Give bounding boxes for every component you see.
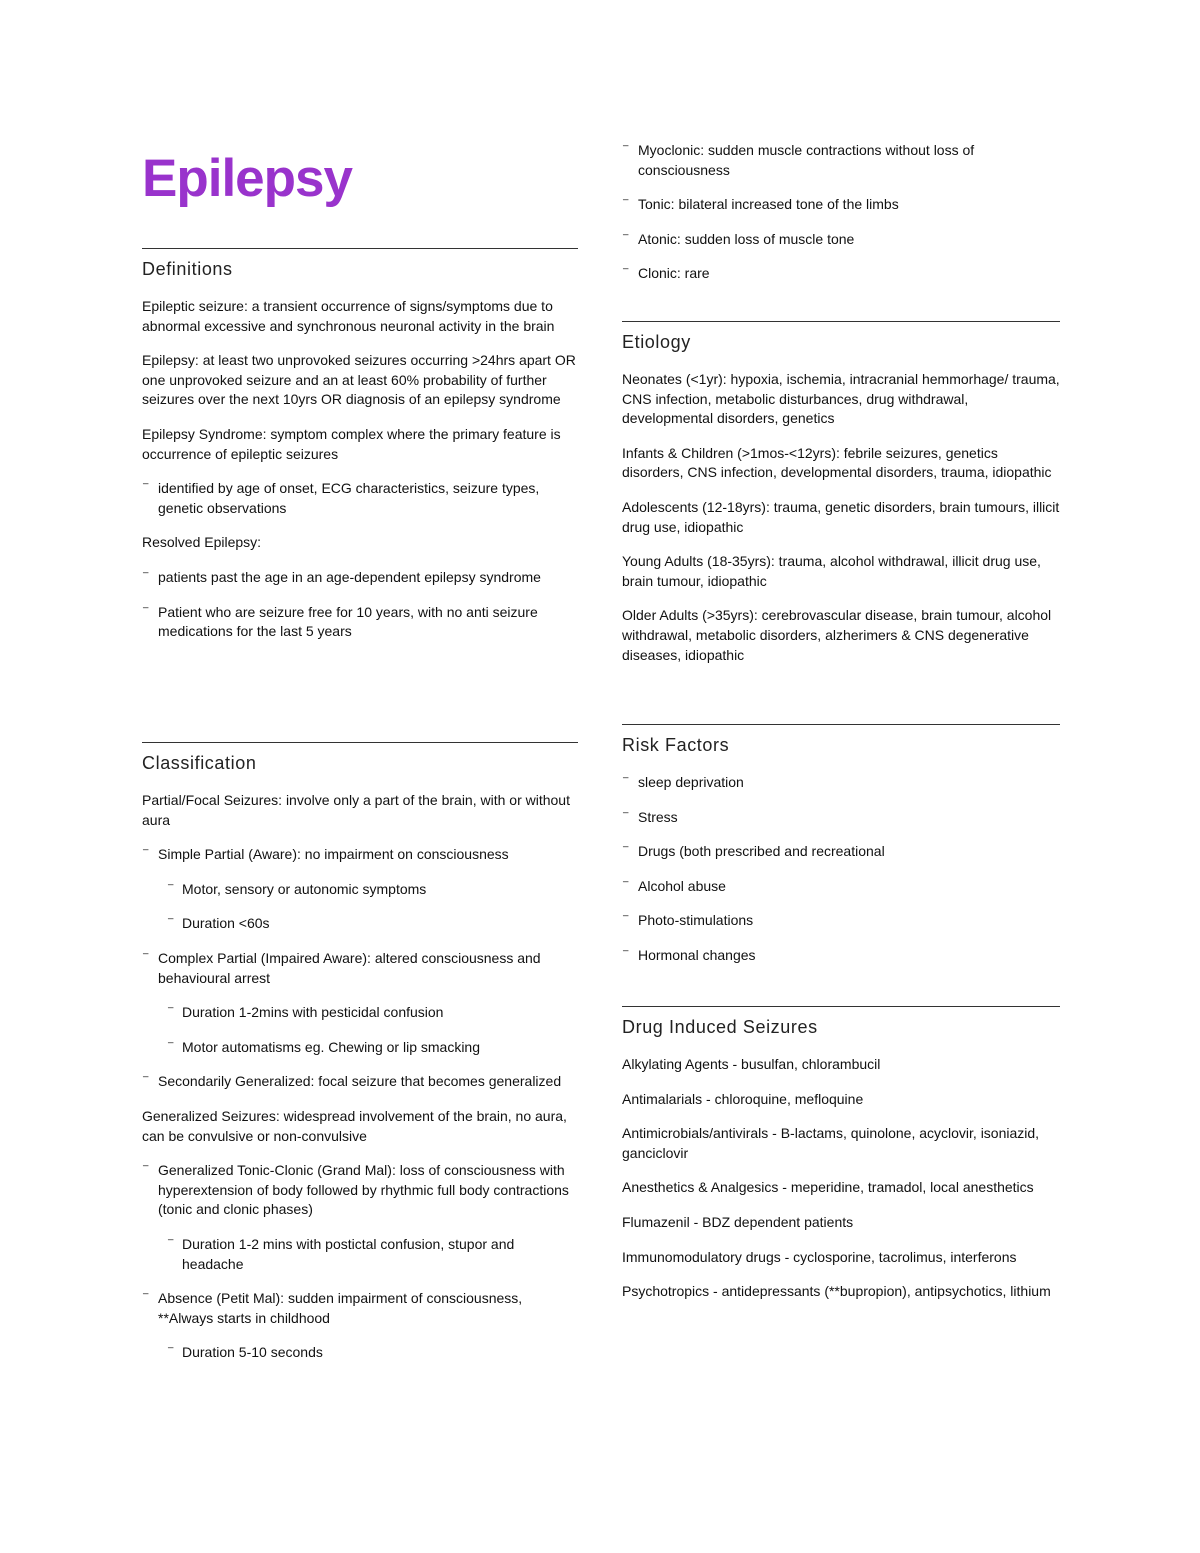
dash-bullet-icon: ⁻ [622, 140, 630, 156]
section-divider [142, 248, 578, 249]
resolved-epilepsy-label: Resolved Epilepsy: [142, 534, 262, 551]
list-item: ⁻ sleep deprivation [622, 772, 744, 790]
dash-bullet-icon: ⁻ [622, 841, 630, 858]
dash-bullet-icon: ⁻ [167, 878, 175, 895]
epileptic-seizure-definition: Epileptic seizure: a transient occurrence of signs/symptoms due to abnormal excessive and synchronous neuronal activity in the brain [142, 298, 555, 334]
sub-list-item: ⁻ Duration 1-2 mins with postictal confusion, stupor and headache [167, 1233, 515, 1272]
list-item: ⁻ Hormonal changes [622, 944, 756, 963]
classification-heading: Classification [142, 753, 257, 773]
dash-bullet-icon: ⁻ [142, 844, 150, 861]
partial-seizures-intro: Partial/Focal Seizures: involve only a part of the brain, with or without aura [142, 792, 570, 828]
dash-bullet-icon: ⁻ [622, 194, 630, 211]
dash-bullet-icon: ⁻ [142, 1160, 150, 1177]
risk-factors-heading: Risk Factors [622, 735, 730, 755]
list-item: ⁻ Complex Partial (Impaired Aware): altered consciousness and behavioural arrest [142, 947, 541, 986]
sub-list-item: ⁻ Duration 5-10 seconds [167, 1342, 323, 1361]
definitions-section [142, 248, 578, 657]
etiology-item: Infants & Children (>1mos-<12yrs): febrile seizures, genetics disorders, CNS infection, developmental disorders, trauma, idiopathic [622, 444, 1052, 481]
drug-item: Antimalarials - chloroquine, mefloquine [622, 1090, 864, 1107]
drug-induced-section [622, 1006, 1060, 1317]
sub-list-item: ⁻ Duration 1-2mins with pesticidal confusion [167, 1002, 444, 1021]
section-divider [622, 724, 1060, 725]
drug-item: Immunomodulatory drugs - cyclosporine, tacrolimus, interferons [622, 1248, 1017, 1265]
dash-bullet-icon: ⁻ [167, 1002, 175, 1019]
dash-bullet-icon: ⁻ [622, 228, 630, 245]
generalized-seizures-intro: Generalized Seizures: widespread involvement of the brain, no aura, can be convulsive or non-convulsive [142, 1107, 567, 1144]
dash-bullet-icon: ⁻ [167, 913, 175, 930]
list-item: ⁻ Myoclonic: sudden muscle contractions without loss of consciousness [622, 140, 975, 178]
list-item: ⁻ Secondarily Generalized: focal seizure that becomes generalized [142, 1071, 562, 1090]
dash-bullet-icon: ⁻ [142, 1288, 150, 1305]
dash-bullet-icon: ⁻ [622, 910, 630, 927]
dash-bullet-icon: ⁻ [622, 263, 630, 280]
etiology-section [622, 321, 1060, 680]
drug-item: Flumazenil - BDZ dependent patients [622, 1213, 854, 1230]
dash-bullet-icon: ⁻ [142, 947, 150, 964]
list-item: ⁻ patients past the age in an age-dependent epilepsy syndrome [142, 566, 541, 585]
list-item: ⁻ Clonic: rare [622, 263, 710, 282]
list-item: ⁻ Tonic: bilateral increased tone of the limbs [622, 194, 899, 213]
dash-bullet-icon: ⁻ [622, 875, 630, 892]
section-divider [622, 1006, 1060, 1007]
dash-bullet-icon: ⁻ [142, 601, 150, 618]
drug-induced-heading: Drug Induced Seizures [622, 1017, 818, 1037]
list-item: ⁻ Generalized Tonic-Clonic (Grand Mal): loss of consciousness with hyperextension of body followed by rhythmic full body contractions (tonic and clonic phases) [142, 1160, 569, 1218]
dash-bullet-icon: ⁻ [142, 1071, 150, 1088]
sub-list-item: ⁻ Motor, sensory or autonomic symptoms [167, 878, 427, 897]
list-item: ⁻ Atonic: sudden loss of muscle tone [622, 228, 855, 247]
risk-factors-section [622, 724, 1060, 981]
etiology-item: Neonates (<1yr): hypoxia, ischemia, intracranial hemmorhage/ trauma, CNS infection, metabolic disturbances, drug withdrawal, developmental disorders, genetics [622, 371, 1060, 427]
classification-continued [622, 141, 1060, 299]
dash-bullet-icon: ⁻ [142, 566, 150, 583]
list-item: ⁻ Simple Partial (Aware): no impairment on consciousness [142, 844, 509, 863]
list-item: ⁻ identified by age of onset, ECG characteristics, seizure types, genetic observations [142, 478, 540, 516]
section-divider [622, 321, 1060, 322]
etiology-item: Adolescents (12-18yrs): trauma, genetic disorders, brain tumours, illicit drug use, idiopathic [622, 498, 1060, 535]
drug-item: Antimicrobials/antivirals - B-lactams, quinolone, acyclovir, isoniazid, ganciclovir [622, 1125, 1040, 1161]
sub-list-item: ⁻ Motor automatisms eg. Chewing or lip smacking [167, 1036, 481, 1055]
list-item: ⁻ Absence (Petit Mal): sudden impairment of consciousness, **Always starts in childhood [142, 1288, 523, 1326]
epilepsy-syndrome-definition: Epilepsy Syndrome: symptom complex where the primary feature is occurrence of epileptic seizures [142, 425, 561, 462]
drug-item: Psychotropics - antidepressants (**bupropion), antipsychotics, lithium [622, 1283, 1051, 1300]
dash-bullet-icon: ⁻ [142, 478, 150, 495]
drug-item: Alkylating Agents - busulfan, chlorambucil [622, 1056, 881, 1072]
list-item: ⁻ Photo-stimulations [622, 910, 754, 929]
sub-list-item: ⁻ Duration <60s [167, 913, 270, 932]
classification-section [142, 742, 578, 1378]
list-item: ⁻ Alcohol abuse [622, 875, 726, 894]
list-item: ⁻ Stress [622, 806, 678, 825]
dash-bullet-icon: ⁻ [167, 1233, 175, 1250]
list-item: ⁻ Drugs (both prescribed and recreational [622, 841, 885, 860]
etiology-heading: Etiology [622, 332, 691, 352]
section-divider [142, 742, 578, 743]
dash-bullet-icon: ⁻ [167, 1342, 175, 1359]
dash-bullet-icon: ⁻ [622, 806, 630, 823]
dash-bullet-icon: ⁻ [622, 944, 630, 961]
etiology-item: Older Adults (>35yrs): cerebrovascular disease, brain tumour, alcohol withdrawal, metabolic disorders, alzherimers & CNS degenerative diseases, idiopathic [622, 607, 1052, 663]
epilepsy-definition: Epilepsy: at least two unprovoked seizures occurring >24hrs apart OR one unprovoked seizure and an at least 60% probability of further seizures over the next 10yrs OR diagnosis of an epilepsy syndrome [142, 352, 576, 408]
dash-bullet-icon: ⁻ [622, 772, 630, 788]
drug-item: Anesthetics & Analgesics - meperidine, tramadol, local anesthetics [622, 1179, 1034, 1196]
dash-bullet-icon: ⁻ [167, 1036, 175, 1053]
definitions-heading: Definitions [142, 259, 233, 279]
list-item: ⁻ Patient who are seizure free for 10 years, with no anti seizure medications for the last 5 years [142, 601, 538, 640]
etiology-item: Young Adults (18-35yrs): trauma, alcohol withdrawal, illicit drug use, brain tumour, idiopathic [622, 553, 1041, 589]
page-title: Epilepsy [142, 149, 352, 208]
